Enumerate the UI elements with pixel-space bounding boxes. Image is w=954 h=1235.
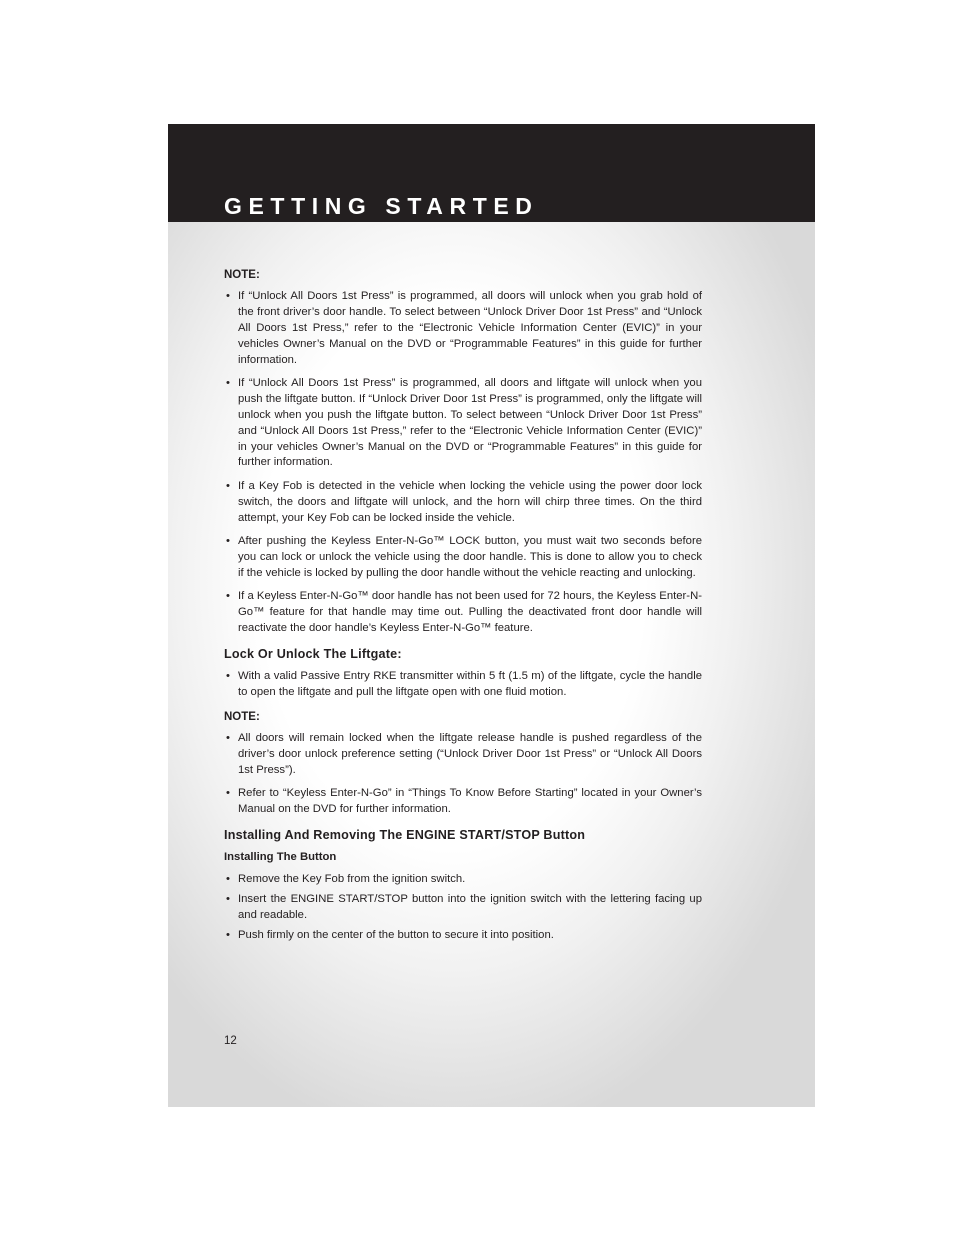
page-number: 12 xyxy=(224,1035,237,1047)
note-label: NOTE: xyxy=(224,710,260,723)
list-item: • All doors will remain locked when the liftgate release handle is pushed regardless of the driver’s door unlock preference setting (“Unlock Driver Door 1st Press” or “Unlock All Doors 1st Press”). xyxy=(224,731,702,779)
manual-page xyxy=(168,124,815,1107)
list-item: • If “Unlock All Doors 1st Press” is programmed, all doors will unlock when you grab hold of the front driver’s door handle. To select between “Unlock Driver Door 1st Press” and “Unlock All Doors 1st Press,” refer to the “Electronic Vehicle Information Center (EVIC)” in your vehicles Owner’s Manual on the DVD or “Programmable Features” in this guide for further information. xyxy=(224,289,702,369)
list-item: • Remove the Key Fob from the ignition switch. xyxy=(224,872,702,888)
note-list xyxy=(224,289,702,637)
list-item: • With a valid Passive Entry RKE transmitter within 5 ft (1.5 m) of the liftgate, cycle the handle to open the liftgate and pull the liftgate open with one fluid motion. xyxy=(224,669,702,701)
liftgate-heading: Lock Or Unlock The Liftgate: xyxy=(224,647,402,662)
installing-steps-list xyxy=(224,872,702,944)
section-title: GETTING STARTED xyxy=(224,193,539,219)
installing-button-subheading: Installing The Button xyxy=(224,850,337,863)
list-item: • Insert the ENGINE START/STOP button into the ignition switch with the lettering facing up and readable. xyxy=(224,892,702,924)
liftgate-list xyxy=(224,669,702,701)
page-content xyxy=(224,268,702,952)
engine-button-heading: Installing And Removing The ENGINE START/STOP Button xyxy=(224,827,586,842)
section-header-bar xyxy=(168,124,815,222)
list-item: • If a Keyless Enter-N-Go™ door handle has not been used for 72 hours, the Keyless Enter-N-Go™ feature for that handle may time out. Pulling the deactivated front door handle will reactivate the door handle’s Keyless Enter-N-Go™ feature. xyxy=(224,589,702,637)
note-list xyxy=(224,731,702,818)
list-item: • If a Key Fob is detected in the vehicle when locking the vehicle using the power door lock switch, the doors and liftgate will unlock, and the horn will chirp three times. On the third attempt, your Key Fob can be locked inside the vehicle. xyxy=(224,479,702,527)
list-item: • Push firmly on the center of the button to secure it into position. xyxy=(224,928,702,944)
note-label: NOTE: xyxy=(224,269,260,281)
list-item: • After pushing the Keyless Enter-N-Go™ LOCK button, you must wait two seconds before you can lock or unlock the vehicle using the door handle. This is done to allow you to check if the vehicle is locked by pulling the door handle without the vehicle reacting and unlocking. xyxy=(224,534,702,582)
list-item: • Refer to “Keyless Enter-N-Go” in “Things To Know Before Starting” located in your Owner’s Manual on the DVD for further information. xyxy=(224,786,702,818)
list-item: • If “Unlock All Doors 1st Press” is programmed, all doors and liftgate will unlock when you push the liftgate button. If “Unlock Driver Door 1st Press” is programmed, only the liftgate will unlock when you push the liftgate button. To select between “Unlock Driver Door 1st Press” and “Unlock All Doors 1st Press,” refer to the “Electronic Vehicle Information Center (EVIC)” in your vehicles Owner’s Manual on the DVD or “Programmable Features” in this guide for further information. xyxy=(224,376,702,471)
